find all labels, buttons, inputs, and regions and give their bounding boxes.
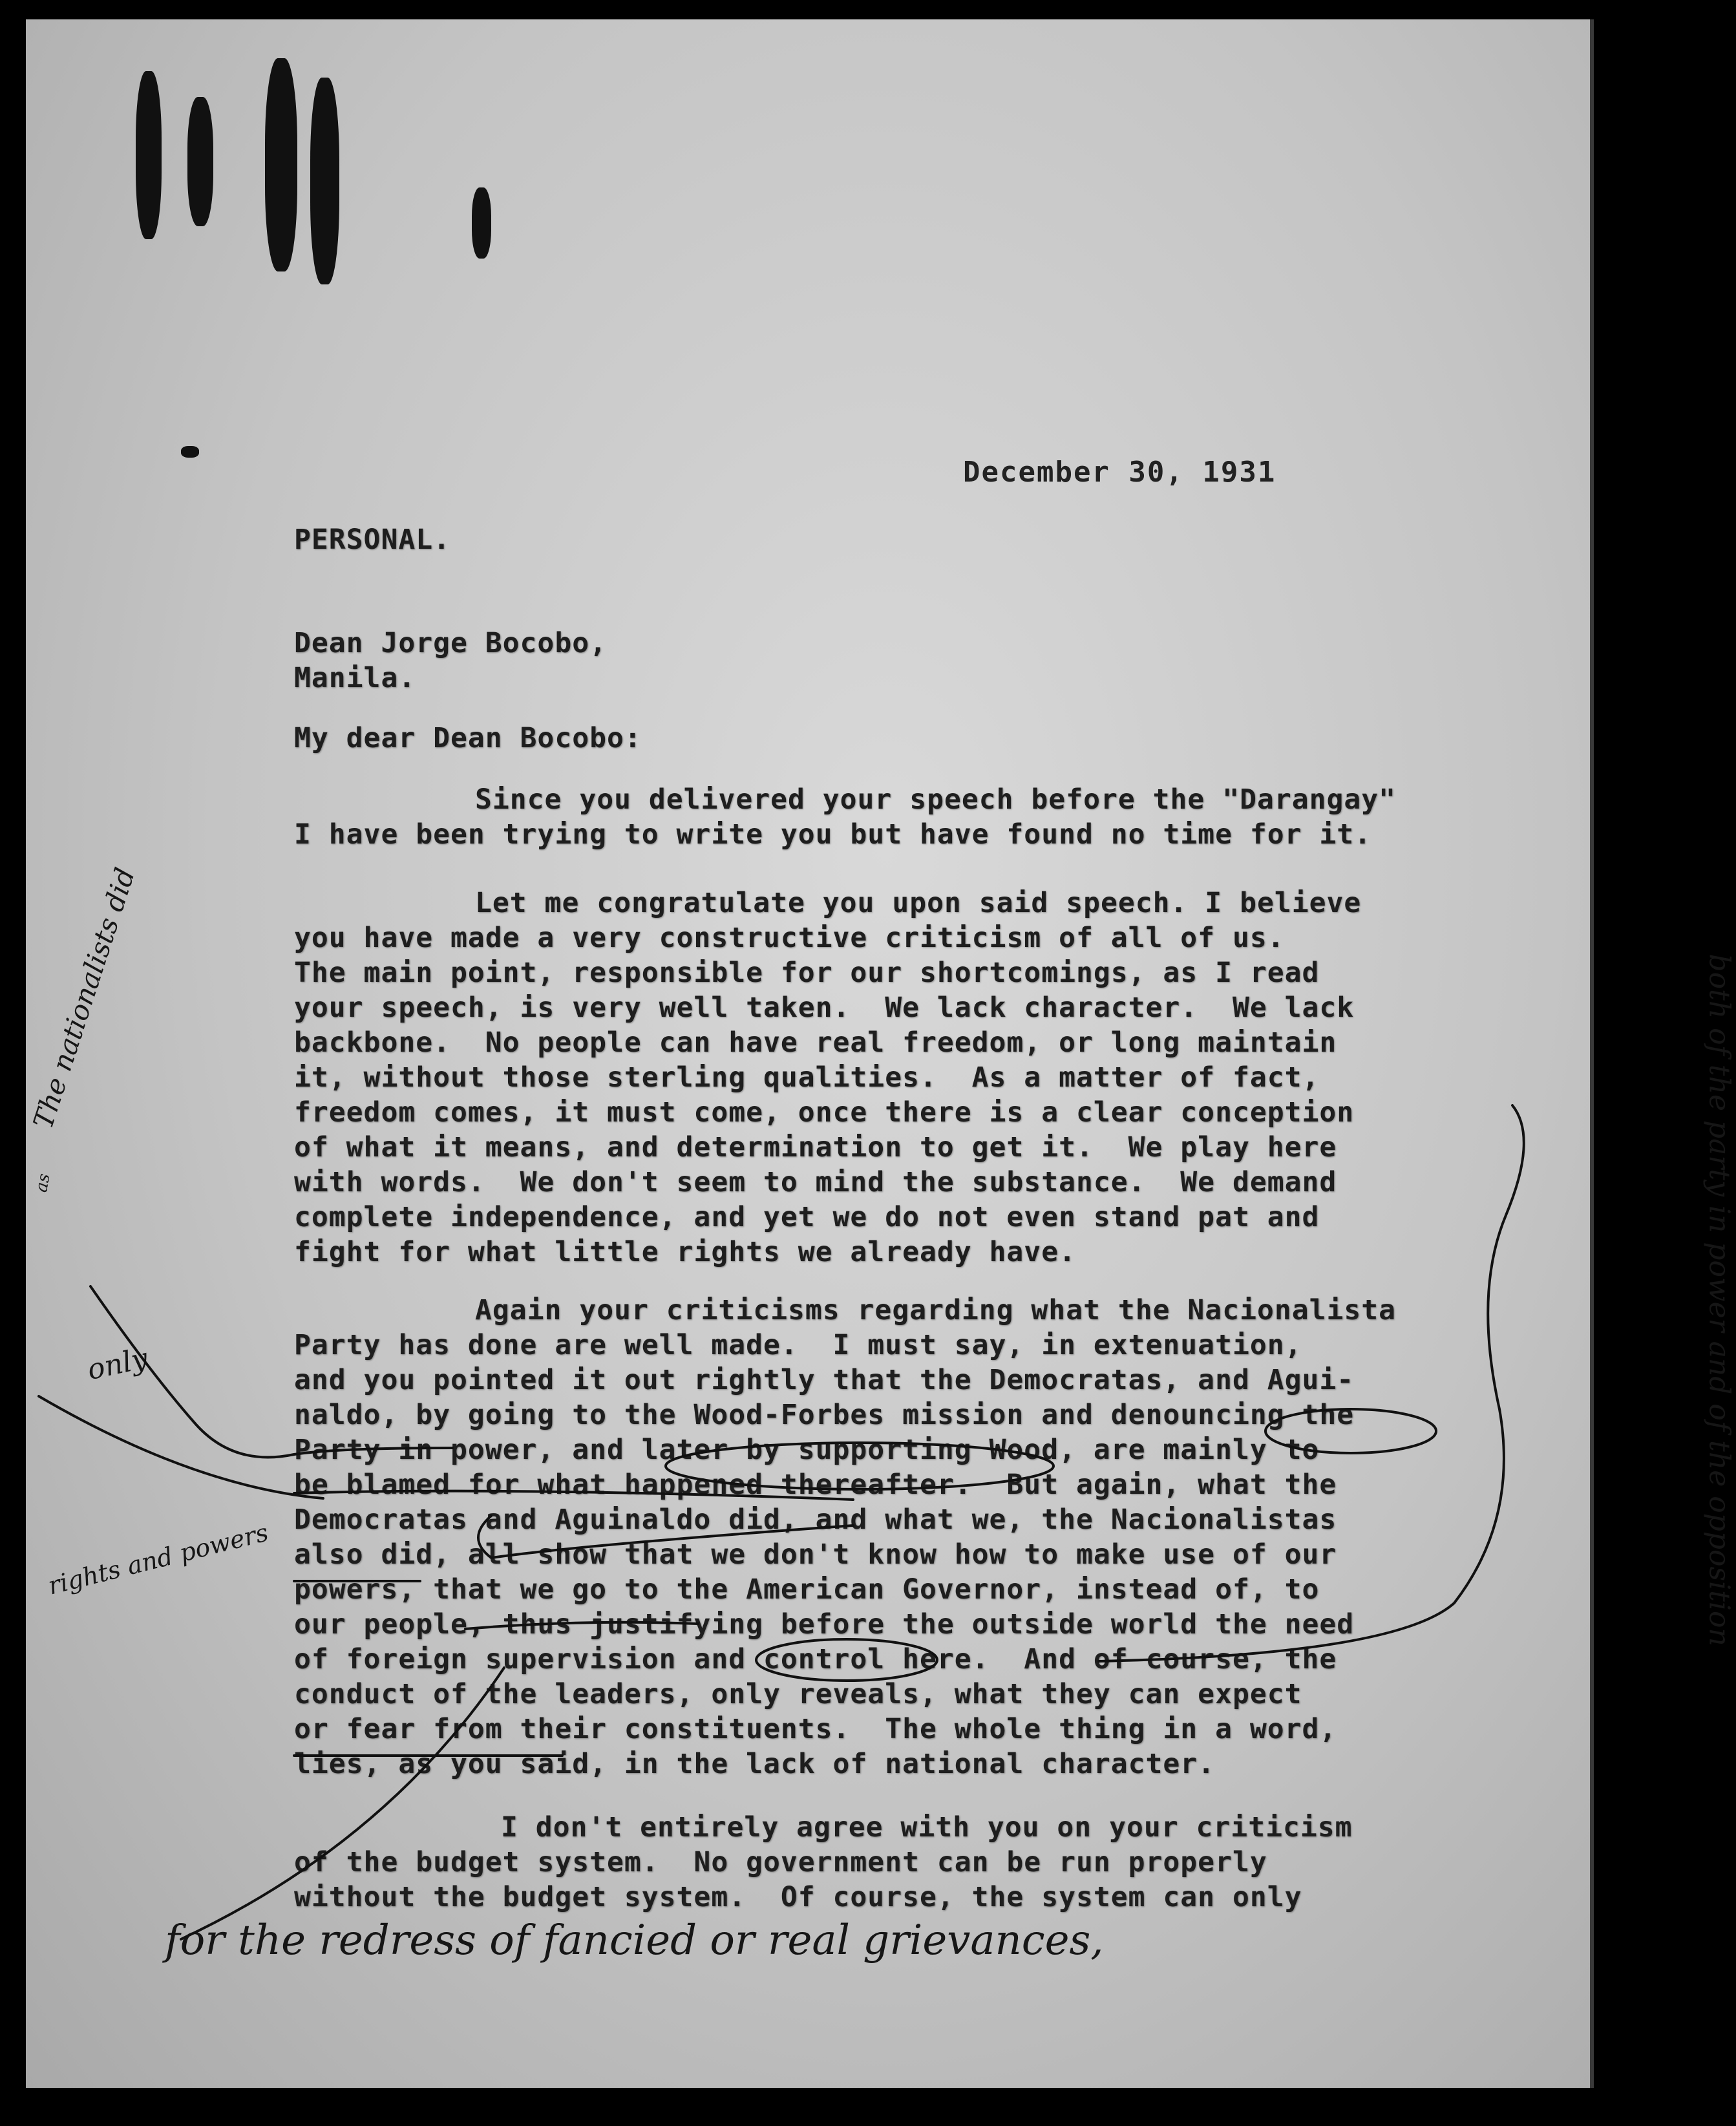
body-line: Again your criticisms regarding what the Nacionalista: [475, 1294, 1397, 1326]
salutation: My dear Dean Bocobo:: [294, 722, 642, 754]
circle-happened: [666, 1443, 1053, 1489]
body-line: your speech, is very well taken. We lack character. We lack: [294, 992, 1355, 1024]
body-line: with words. We don't seem to mind the substance. We demand: [294, 1166, 1337, 1198]
pen-line-main: [39, 1396, 323, 1498]
pen-line-only: [90, 1286, 452, 1457]
body-line: freedom comes, it must come, once there is a clear conception: [294, 1096, 1355, 1129]
body-line: Democratas and Aguinaldo did, and what we, the Nacionalistas: [294, 1504, 1337, 1536]
body-line: fight for what little rights we already have.: [294, 1236, 1076, 1268]
body-line: it, without those sterling qualities. As a matter of fact,: [294, 1061, 1320, 1094]
body-line: conduct of the leaders, only reveals, what they can expect: [294, 1678, 1302, 1710]
underline-democratas: [294, 1491, 853, 1500]
pen-line-bottom: [181, 1668, 504, 1939]
body-line: or fear from their constituents. The whole thing in a word,: [294, 1713, 1337, 1745]
body-line: of what it means, and determination to get it. We play here: [294, 1131, 1337, 1164]
body-line: backbone. No people can have real freedom, or long maintain: [294, 1026, 1337, 1059]
body-line: Let me congratulate you upon said speech. I believe: [475, 887, 1362, 919]
body-line: Party in power, and later by supporting Wood, are mainly to: [294, 1434, 1320, 1466]
body-line: powers, that we go to the American Governor, instead of, to: [294, 1573, 1320, 1606]
body-line: of foreign supervision and control here. And of course, the: [294, 1643, 1337, 1675]
margin-note-nationalists: The nationalists did: [26, 864, 142, 1132]
bottom-note-redress: for the redress of fancied or real grievances,: [165, 1917, 1104, 1964]
circle-mainly: [1265, 1409, 1436, 1453]
body-line: be blamed for what happened thereafter. But again, what the: [294, 1469, 1337, 1501]
underline-foreign: [465, 1622, 698, 1629]
body-line: Party has done are well made. I must say, in extenuation,: [294, 1329, 1302, 1361]
marking: PERSONAL.: [294, 524, 450, 556]
bracket-also-did: [478, 1516, 853, 1558]
addressee-name: Dean Jorge Bocobo,: [294, 627, 607, 659]
margin-note-only: only: [84, 1341, 151, 1387]
pen-line-right: [1099, 1105, 1524, 1661]
body-line: of the budget system. No government can be run properly: [294, 1846, 1267, 1878]
addressee-city: Manila.: [294, 662, 416, 694]
body-line: complete independence, and yet we do not even stand pat and: [294, 1201, 1320, 1233]
body-line: I don't entirely agree with you on your criticism: [501, 1811, 1353, 1844]
body-line: without the budget system. Of course, the system can only: [294, 1881, 1302, 1913]
body-line: Since you delivered your speech before the "Darangay": [475, 783, 1397, 816]
body-line: our people, thus justifying before the outside world the need: [294, 1608, 1355, 1641]
margin-note-rights: rights and powers: [45, 1518, 271, 1600]
letter-date: December 30, 1931: [963, 456, 1276, 489]
body-line: I have been trying to write you but have found no time for it.: [294, 818, 1372, 851]
body-line: The main point, responsible for our shortcomings, as I read: [294, 957, 1320, 989]
body-line: and you pointed it out rightly that the Democratas, and Agui-: [294, 1364, 1355, 1396]
margin-note-prefix: as: [32, 1172, 54, 1194]
body-line: you have made a very constructive criticism of all of us.: [294, 922, 1285, 954]
margin-note-party: both of the party in power and of the opposition: [1702, 953, 1736, 1646]
circle-only-reveals: [756, 1639, 937, 1681]
body-line: lies, as you said, in the lack of national character.: [294, 1748, 1216, 1780]
body-line: naldo, by going to the Wood-Forbes mission and denouncing the: [294, 1399, 1355, 1431]
body-line: also did, all show that we don't know how to make use of our: [294, 1538, 1337, 1571]
